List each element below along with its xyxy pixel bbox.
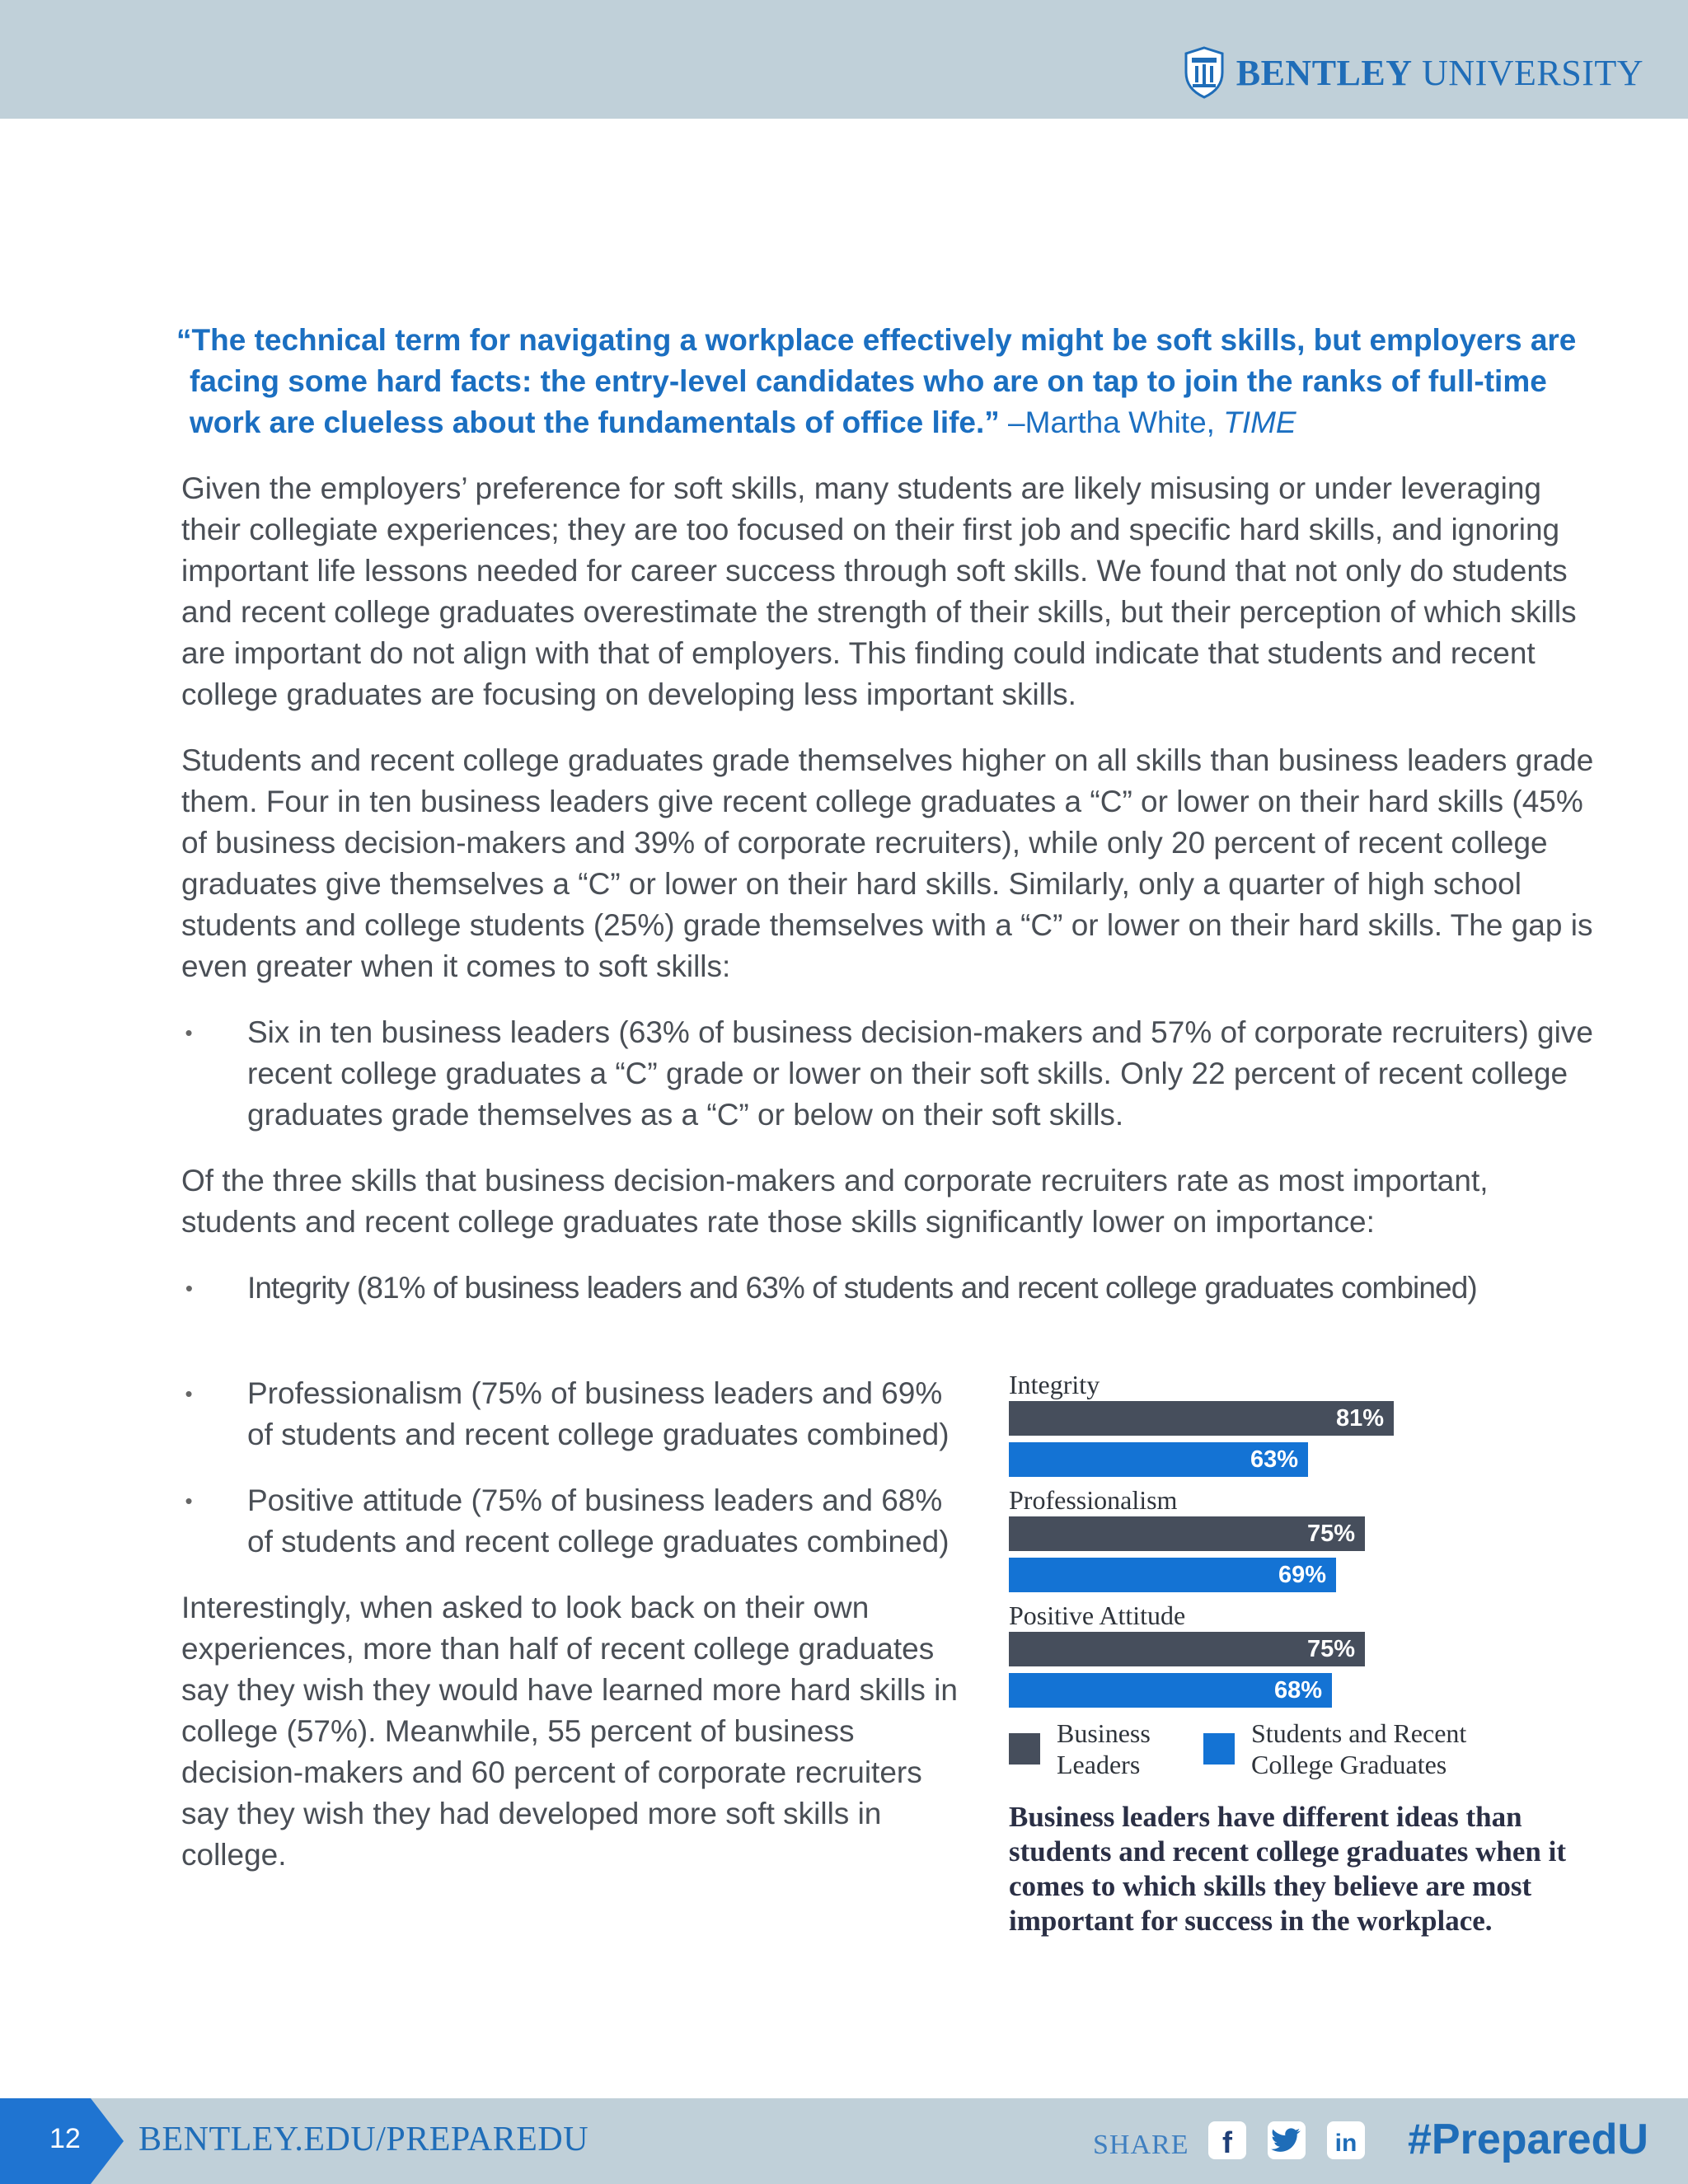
bar-integrity-leaders: 81% — [1009, 1401, 1394, 1436]
legend-swatch — [1009, 1733, 1040, 1765]
footer-url-link[interactable]: BENTLEY.EDU/PREPAREDU — [138, 2121, 589, 2158]
pull-quote: “The technical term for navigating a workplace effectively might be soft skills, but employers are facing some hard facts: the entry-level candidates who are on tap to join the ranks of full-time work are clueless about the fundamentals of office life.” –Martha White, TIME — [176, 323, 1577, 439]
legend-item-leaders — [1009, 1718, 1203, 1780]
lower-left-column — [181, 1373, 973, 1876]
chart-group-positive-attitude — [1009, 1599, 1602, 1708]
article-body — [176, 320, 1599, 1309]
chart-group-integrity — [1009, 1368, 1602, 1477]
bar-positive-attitude-students: 68% — [1009, 1673, 1332, 1708]
bar-professionalism-students: 69% — [1009, 1558, 1336, 1592]
bullet-list-soft-skills — [181, 1012, 1599, 1136]
quote-attribution: –Martha White, TIME — [999, 405, 1296, 439]
legend-label: Business Leaders — [1057, 1718, 1151, 1779]
chart-legend — [1009, 1716, 1602, 1782]
page-number: 12 — [49, 2123, 81, 2154]
share-label: SHARE — [1093, 2130, 1189, 2160]
list-item: • Integrity (81% of business leaders and 63% of students and recent college graduates combined) — [181, 1268, 1599, 1309]
bullet-marker: • — [185, 1020, 193, 1045]
category-label: Integrity — [1009, 1370, 1100, 1399]
category-label: Positive Attitude — [1009, 1601, 1186, 1630]
bullet-marker: • — [185, 1276, 193, 1301]
bullet-marker: • — [185, 1381, 193, 1406]
chart-caption: Business leaders have different ideas than students and recent college graduates when it comes to which skills they believe are most important for success in the workplace. — [1009, 1801, 1566, 1937]
facebook-icon[interactable] — [1207, 2120, 1248, 2161]
brand-logo[interactable] — [1184, 43, 1643, 102]
linkedin-icon[interactable] — [1325, 2120, 1367, 2161]
brand-name: BENTLEY UNIVERSITY — [1236, 52, 1643, 93]
list-item: • Positive attitude (75% of business leaders and 68% of students and recent college graduates combined) — [181, 1480, 973, 1563]
paragraph-importance: Of the three skills that business decision-makers and corporate recruiters rate as most important, students and recent college graduates rate those skills significantly lower on importance: — [181, 1164, 1489, 1239]
skills-bar-chart — [1009, 1368, 1602, 1938]
hashtag-link[interactable]: #PreparedU — [1408, 2116, 1648, 2163]
chart-group-professionalism — [1009, 1483, 1602, 1592]
bar-professionalism-leaders: 75% — [1009, 1516, 1365, 1551]
legend-label: Students and Recent College Graduates — [1251, 1718, 1467, 1779]
twitter-icon[interactable] — [1266, 2120, 1307, 2161]
legend-item-students — [1203, 1718, 1466, 1780]
bar-integrity-students: 63% — [1009, 1442, 1308, 1477]
linkedin-glyph: in — [1334, 2130, 1357, 2157]
bullet-list-integrity — [181, 1268, 1599, 1309]
list-item: • Professionalism (75% of business leaders and 69% of students and recent college graduates combined) — [181, 1373, 973, 1455]
paragraph-grading-gap: Students and recent college graduates grade themselves higher on all skills than business leaders grade them. Four in ten business leaders give recent college graduates a “C” or lower on their hard skills (45% of business decision-makers and 39% of corporate recruiters), while only 20 percent of recent college graduates give themselves a “C” or lower on their hard skills. Similarly, only a quarter of high school students and college students (25%) grade themselves with a “C” or lower on their hard skills. The gap is even greater when it comes to soft skills: — [181, 743, 1594, 983]
list-item: • Six in ten business leaders (63% of business decision-makers and 57% of corporate recruiters) give recent college graduates a “C” grade or lower on their soft skills. Only 22 percent of recent college graduates grade themselves as a “C” or below on their soft skills. — [181, 1012, 1599, 1136]
category-label: Professionalism — [1009, 1485, 1178, 1515]
paragraph-soft-skills-preference: Given the employers’ preference for soft skills, many students are likely misusing or under leveraging their collegiate experiences; they are too focused on their first job and specific hard skills, and ignoring important life lessons needed for career success through soft skills. We found that not only do students and recent college graduates overestimate the strength of their skills, but their perception of which skills are important do not align with that of employers. This finding could indicate that students and recent college graduates are focusing on developing less important skills. — [181, 471, 1577, 711]
paragraph-look-back: Interestingly, when asked to look back on their own experiences, more than half of recent college graduates say they wish they would have learned more hard skills in college (57%). Meanwhile, 55 percent of business decision-makers and 60 percent of corporate recruiters say they wish they had developed more soft skills in college. — [181, 1591, 958, 1872]
university-shield-icon — [1184, 46, 1225, 99]
bullet-marker: • — [185, 1488, 193, 1513]
facebook-glyph: f — [1222, 2125, 1232, 2159]
bar-positive-attitude-leaders: 75% — [1009, 1632, 1365, 1666]
page-number-tab — [0, 2098, 124, 2184]
legend-swatch — [1203, 1733, 1235, 1765]
